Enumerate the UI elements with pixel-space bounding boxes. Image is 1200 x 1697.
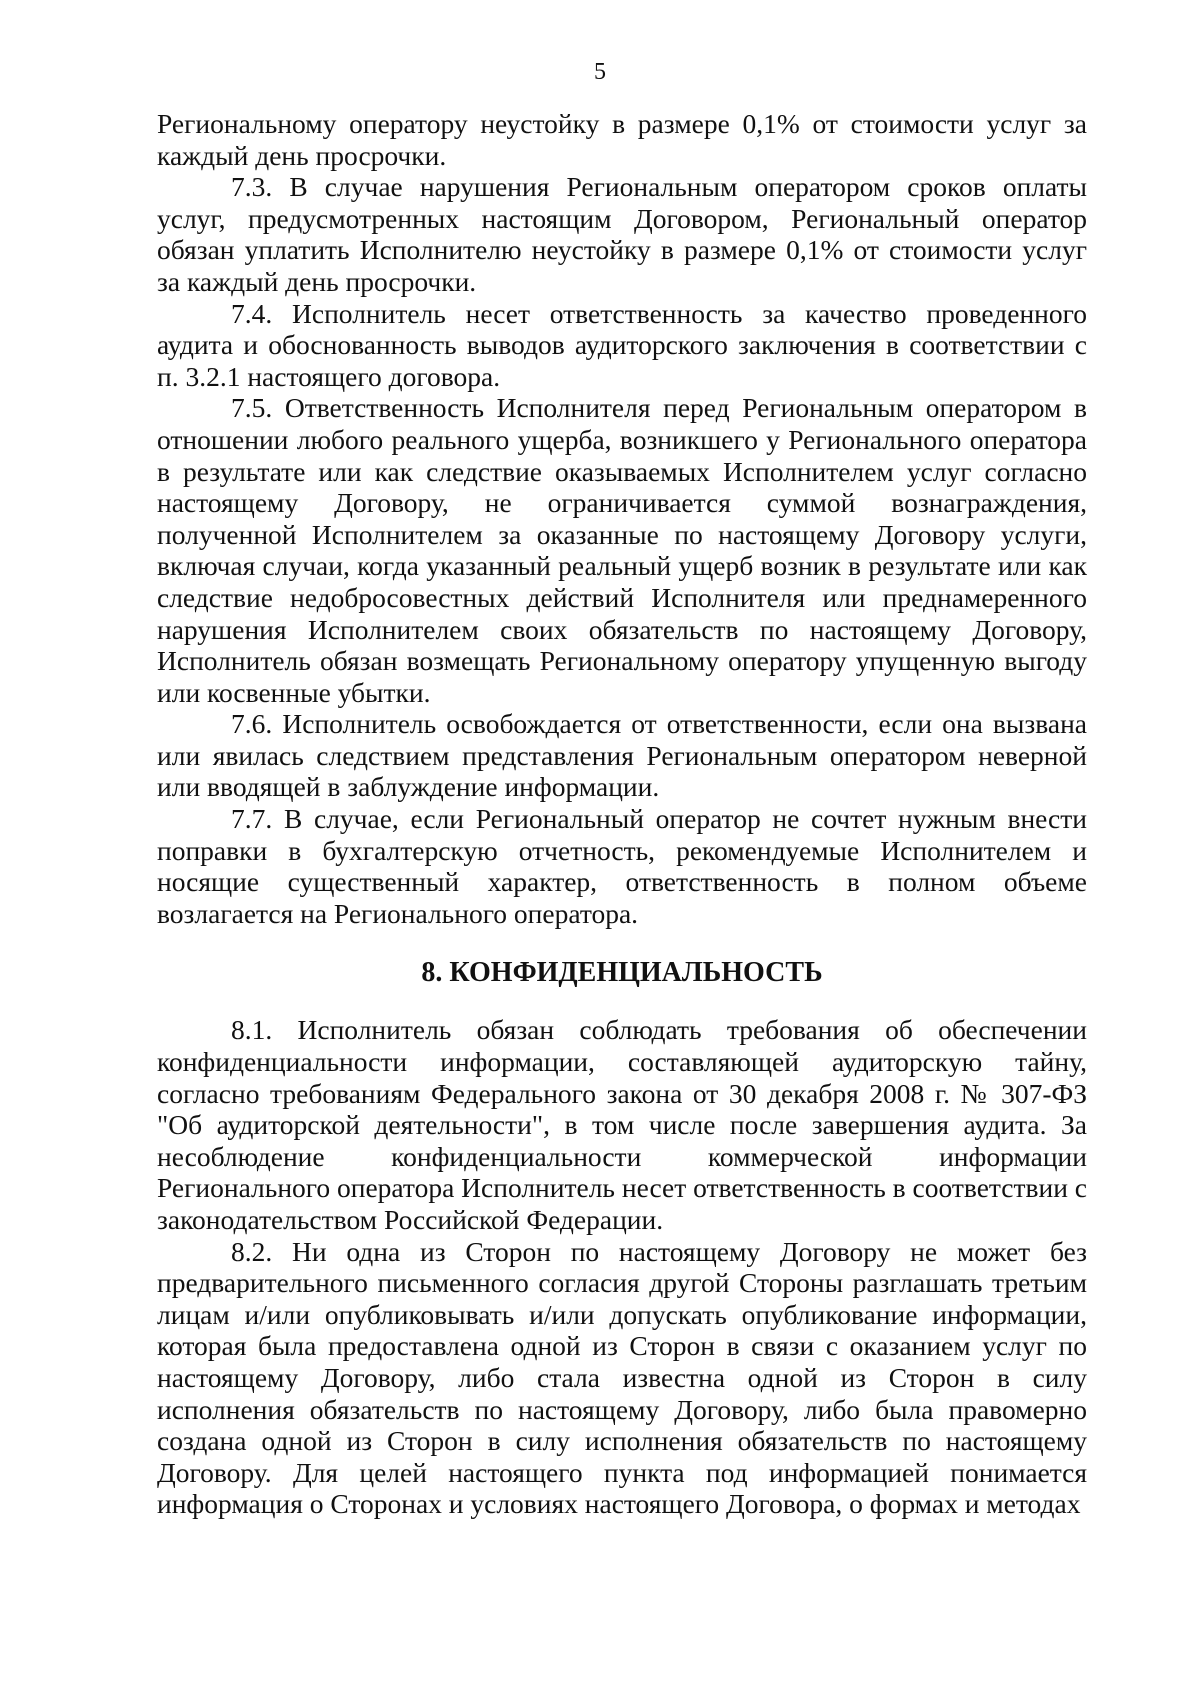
section-heading: 8. КОНФИДЕНЦИАЛЬНОСТЬ [421,957,823,989]
paragraph-7-3: 7.3. В случае нарушения Региональным оператором сроков оплаты услуг, предусмотренных настоящим Договором, Региональный оператор обязан уплатить Исполнителю неустойку в размере 0,1% от стоимости услуг за каждый день просрочки. [157,171,1087,297]
paragraph-8-2: 8.2. Ни одна из Сторон по настоящему Договору не может без предварительного письменного согласия другой Стороны разглашать третьим лицам и/или опубликовывать и/или допускать опубликование информации, которая была предоставлена одной из Сторон в связи с оказанием услуг по настоящему Договору, либо стала известна одной из Сторон в силу исполнения обязательств по настоящему Договору, либо была правомерно создана одной из Сторон в силу исполнения обязательств по настоящему Договору. Для целей настоящего пункта под информацией понимается информация о Сторонах и условиях настоящего Договора, о формах и методах [157,1235,1087,1520]
paragraph-7-7: 7.7. В случае, если Региональный оператор не сочтет нужным внести поправки в бухгалтерскую отчетность, рекомендуемые Исполнителем и носящие существенный характер, ответственность в полном объеме возлагается на Регионального оператора. [157,803,1087,929]
paragraph-7-4: 7.4. Исполнитель несет ответственность за качество проведенного аудита и обоснованность выводов аудиторского заключения в соответствии с п. 3.2.1 настоящего договора. [157,297,1087,392]
paragraph-8-1: 8.1. Исполнитель обязан соблюдать требования об обеспечении конфиденциальности информации, составляющей аудиторскую тайну, согласно требованиям Федерального закона от 30 декабря 2008 г. № 307-ФЗ "Об аудиторской деятельности", в том числе после завершения аудита. За несоблюдение конфиденциальности коммерческой информации Регионального оператора Исполнитель несет ответственность в соответствии с законодательством Российской Федерации. [157,1014,1087,1235]
page-number: 5 [594,59,606,85]
paragraph-7-6: 7.6. Исполнитель освобождается от ответственности, если она вызвана или явилась следствием представления Региональным оператором неверной или вводящей в заблуждение информации. [157,708,1087,803]
paragraph-7-5: 7.5. Ответственность Исполнителя перед Региональным оператором в отношении любого реального ущерба, возникшего у Регионального оператора в результате или как следствие оказываемых Исполнителем услуг согласно настоящему Договору, не ограничивается суммой вознаграждения, полученной Исполнителем за оказанные по настоящему Договору услуги, включая случаи, когда указанный реальный ущерб возник в результате или как следствие недобросовестных действий Исполнителя или преднамеренного нарушения Исполнителем своих обязательств по настоящему Договору, Исполнитель обязан возмещать Региональному оператору упущенную выгоду или косвенные убытки. [157,392,1087,708]
document-body [157,108,1087,1520]
paragraph-7-2-continuation: Региональному оператору неустойку в размере 0,1% от стоимости услуг за каждый день просрочки. [157,108,1087,171]
